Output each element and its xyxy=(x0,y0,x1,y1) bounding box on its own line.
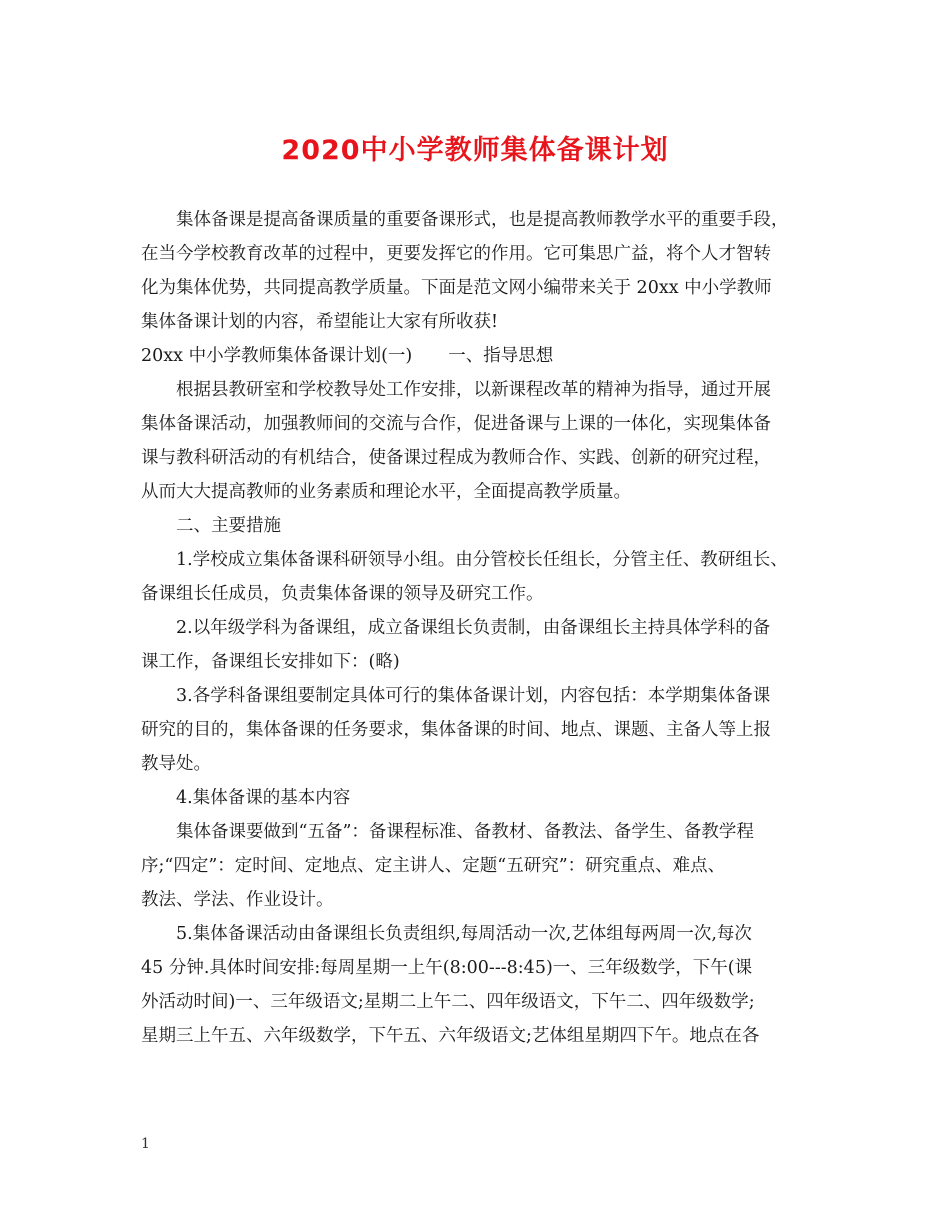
document-title: 2020中小学教师集体备课计划 xyxy=(281,135,669,166)
measure-2 xyxy=(141,611,813,679)
text-line: 在当今学校教育改革的过程中，更要发挥它的作用。它可集思广益，将个人才智转 xyxy=(141,244,771,264)
text-line: 星期三上午五、六年级数学，下午五、六年级语文;艺体组星期四下午。地点在各 xyxy=(141,1026,760,1046)
text-line: 集体备课是提高备课质量的重要备课形式，也是提高教师教学水平的重要手段， xyxy=(176,210,789,230)
measure-5 xyxy=(141,917,813,1053)
guiding-paragraph xyxy=(141,373,813,509)
text-line: 序;“四定”：定时间、定地点、定主讲人、定题“五研究”：研究重点、难点、 xyxy=(141,856,726,876)
section-heading-measures: 二、主要措施 xyxy=(176,516,281,536)
text-line: 研究的目的，集体备课的任务要求，集体备课的时间、地点、课题、主备人等上报 xyxy=(141,720,771,740)
measure-3 xyxy=(141,679,813,781)
text-line: 集体备课计划的内容，希望能让大家有所收获! xyxy=(141,312,499,332)
text-line: 教导处。 xyxy=(141,754,211,774)
section-heading-guiding: 一、指导思想 xyxy=(448,346,554,366)
text-line: 5.集体备课活动由备课组长负责组织,每周活动一次,艺体组每两周一次,每次 xyxy=(176,924,752,944)
text-line: 1.学校成立集体备课科研领导小组。由分管校长任组长，分管主任、教研组长、 xyxy=(176,550,788,570)
document-body xyxy=(141,203,813,1053)
text-line: 根据县教研室和学校教导处工作安排，以新课程改革的精神为指导，通过开展 xyxy=(176,380,771,400)
text-line: 3.各学科备课组要制定具体可行的集体备课计划，内容包括：本学期集体备课 xyxy=(176,686,771,706)
text-line: 备课组长任成员，负责集体备课的领导及研究工作。 xyxy=(141,584,544,604)
text-line: 外活动时间)一、三年级语文;星期二上午二、四年级语文，下午二、四年级数学; xyxy=(141,992,755,1012)
measure-4-content xyxy=(141,815,813,917)
plan-heading-line xyxy=(141,339,813,373)
text-line: 集体备课要做到“五备”：备课程标准、备教材、备教法、备学生、备教学程 xyxy=(176,822,754,842)
measure-1 xyxy=(141,543,813,611)
text-line: 45 分钟.具体时间安排:每周星期一上午(8:00---8:45)一、三年级数学，下午(课 xyxy=(141,958,753,978)
intro-paragraph xyxy=(141,203,813,339)
text-line: 2.以年级学科为备课组，成立备课组长负责制，由备课组长主持具体学科的备 xyxy=(176,618,771,638)
plan-heading: 20xx 中小学教师集体备课计划(一) xyxy=(141,346,413,366)
page-number: 1 xyxy=(141,1136,150,1152)
measure-4-heading: 4.集体备课的基本内容 xyxy=(176,788,351,808)
text-line: 化为集体优势，共同提高教学质量。下面是范文网小编带来关于 20xx 中小学教师 xyxy=(141,278,772,298)
text-line: 从而大大提高教师的业务素质和理论水平，全面提高教学质量。 xyxy=(141,482,631,502)
text-line: 集体备课活动，加强教师间的交流与合作，促进备课与上课的一体化，实现集体备 xyxy=(141,414,771,434)
text-line: 教法、学法、作业设计。 xyxy=(141,890,334,910)
text-line: 课工作，备课组长安排如下：(略) xyxy=(141,652,400,672)
text-line: 课与教科研活动的有机结合，使备课过程成为教师合作、实践、创新的研究过程， xyxy=(141,448,771,468)
